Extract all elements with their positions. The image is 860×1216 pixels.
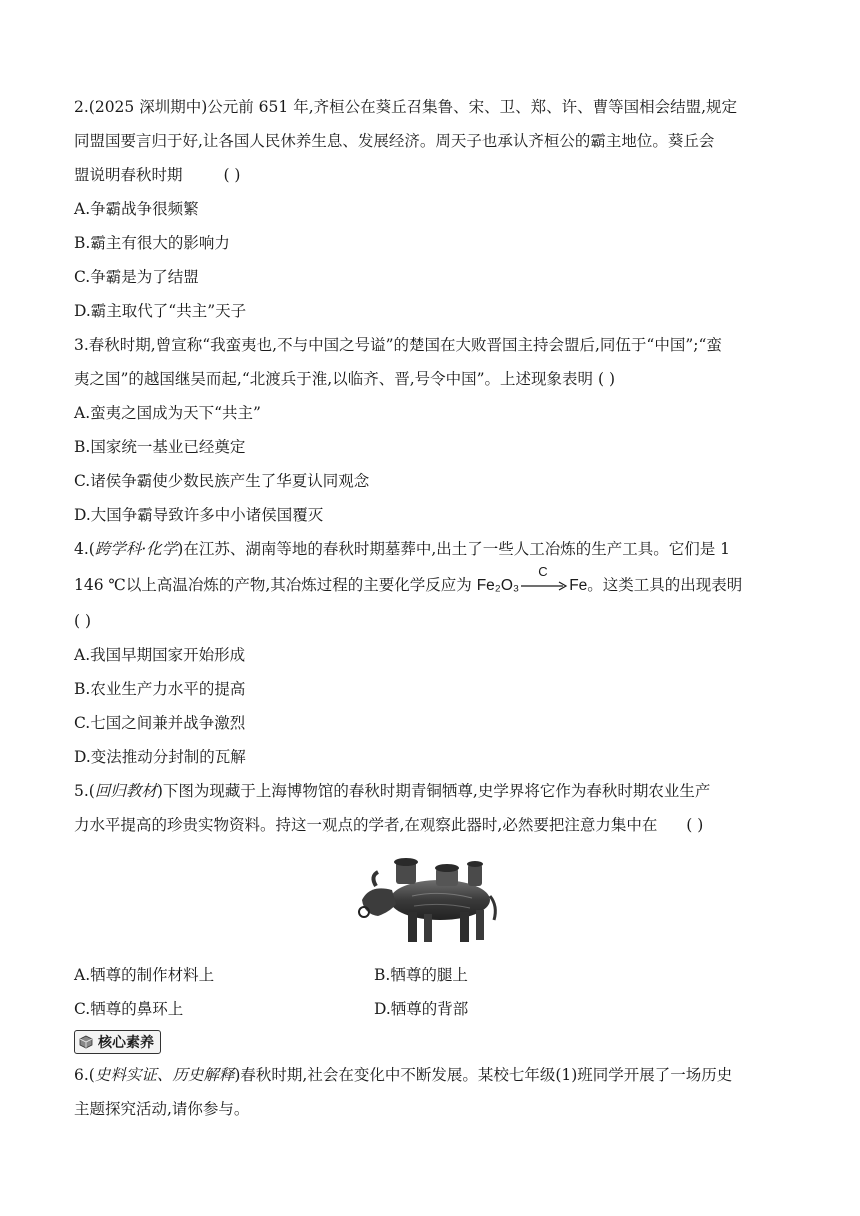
q4-number: 4.(: [74, 540, 95, 558]
arrow-icon: [519, 576, 569, 596]
ox-zun-illustration: [352, 850, 512, 954]
question-5: [74, 774, 790, 1026]
q5-stem-line-1: [74, 774, 790, 808]
question-page: [74, 90, 790, 1126]
q4-stem-text-1: )在江苏、湖南等地的春秋时期墓葬中,出土了一些人工冶炼的生产工具。它们是 1: [177, 540, 731, 558]
question-4: [74, 532, 790, 774]
q4-stem-line-1: [74, 532, 790, 566]
question-2: [74, 90, 790, 328]
q4-option-c: C.七国之间兼并战争激烈: [74, 714, 246, 732]
q5-option-b: B.牺尊的腿上: [374, 966, 468, 984]
reaction-arrow: [519, 564, 569, 596]
q3-stem-text: 夷之国”的越国继吴而起,“北渡兵于淮,以临齐、晋,号令中国”。上述现象表明: [74, 370, 594, 388]
q3-stem-line-1: 3.春秋时期,曾宣称“我蛮夷也,不与中国之号谥”的楚国在大败晋国主持会盟后,同伍于“中国”;“蛮: [74, 336, 722, 354]
q5-stem-text-1: )下图为现藏于上海博物馆的春秋时期青铜牺尊,史学界将它作为春秋时期农业生产: [156, 782, 711, 800]
section-header-core-literacy: [74, 1030, 161, 1054]
q3-option-b: B.国家统一基业已经奠定: [74, 438, 246, 456]
question-3: [74, 328, 790, 532]
q5-answer-paren: ( ): [686, 816, 704, 834]
q2-stem-text: 盟说明春秋时期: [74, 166, 183, 184]
q4-catalyst: C: [538, 564, 548, 579]
q5-option-d: D.牺尊的背部: [374, 1000, 469, 1018]
section-label: 核心素养: [98, 1035, 154, 1051]
q2-stem-line-1: 2.(2025 深圳期中)公元前 651 年,齐桓公在葵丘召集鲁、宋、卫、郑、许、曹等国相会结盟,规定: [74, 98, 738, 116]
q5-option-a: A.牺尊的制作材料上: [74, 966, 215, 984]
q6-number: 6.(: [74, 1066, 95, 1084]
q2-option-d: D.霸主取代了“共主”天子: [74, 302, 247, 320]
q3-answer-paren: ( ): [598, 370, 616, 388]
q2-option-c: C.争霸是为了结盟: [74, 268, 199, 286]
q2-option-a: A.争霸战争很频繁: [74, 200, 199, 218]
q5-stem-line-2: [74, 808, 790, 842]
q2-stem-line-3: [74, 158, 790, 192]
q5-option-c: C.牺尊的鼻环上: [74, 1000, 184, 1018]
q3-option-a: A.蛮夷之国成为天下“共主”: [74, 404, 261, 422]
q6-stem-line-2: 主题探究活动,请你参与。: [74, 1100, 250, 1118]
q5-options-row-2: [74, 992, 790, 1026]
q4-option-d: D.变法推动分封制的瓦解: [74, 748, 246, 766]
q2-answer-paren: ( ): [223, 166, 241, 184]
q4-product: Fe: [569, 577, 588, 594]
q3-option-c: C.诸侯争霸使少数民族产生了华夏认同观念: [74, 472, 370, 490]
q6-stem-text-1: )春秋时期,社会在变化中不断发展。某校七年级(1)班同学开展了一场历史: [234, 1066, 733, 1084]
q4-option-a: A.我国早期国家开始形成: [74, 646, 246, 664]
q5-stem-text-2: 力水平提高的珍贵实物资料。持这一观点的学者,在观察此器时,必然要把注意力集中在: [74, 816, 658, 834]
q4-option-b: B.农业生产力水平的提高: [74, 680, 246, 698]
q3-stem-line-2: [74, 362, 790, 396]
cube-icon: [79, 1035, 93, 1049]
q4-answer-paren: ( ): [74, 612, 92, 630]
q4-stem-text-3: 。这类工具的出现表明: [587, 576, 743, 594]
q4-stem-text-2: 146 ℃以上高温冶炼的产物,其冶炼过程的主要化学反应为: [74, 576, 477, 594]
q4-stem-line-2: [74, 566, 790, 604]
q6-stem-line-1: [74, 1058, 790, 1092]
question-6: [74, 1058, 790, 1126]
q5-tag: 回归教材: [94, 782, 157, 800]
q6-tag: 史料实证、历史解释: [94, 1066, 235, 1084]
q4-reactant: Fe₂O₃: [476, 577, 520, 594]
q5-options-row-1: [74, 958, 790, 992]
q5-number: 5.(: [74, 782, 95, 800]
q2-option-b: B.霸主有很大的影响力: [74, 234, 230, 252]
bronze-ox-vessel-image: [74, 850, 790, 954]
q4-subject-tag: 跨学科·化学: [94, 540, 178, 558]
q3-option-d: D.大国争霸导致许多中小诸侯国覆灭: [74, 506, 324, 524]
q2-stem-line-2: 同盟国要言归于好,让各国人民休养生息、发展经济。周天子也承认齐桓公的霸主地位。葵丘会: [74, 132, 715, 150]
